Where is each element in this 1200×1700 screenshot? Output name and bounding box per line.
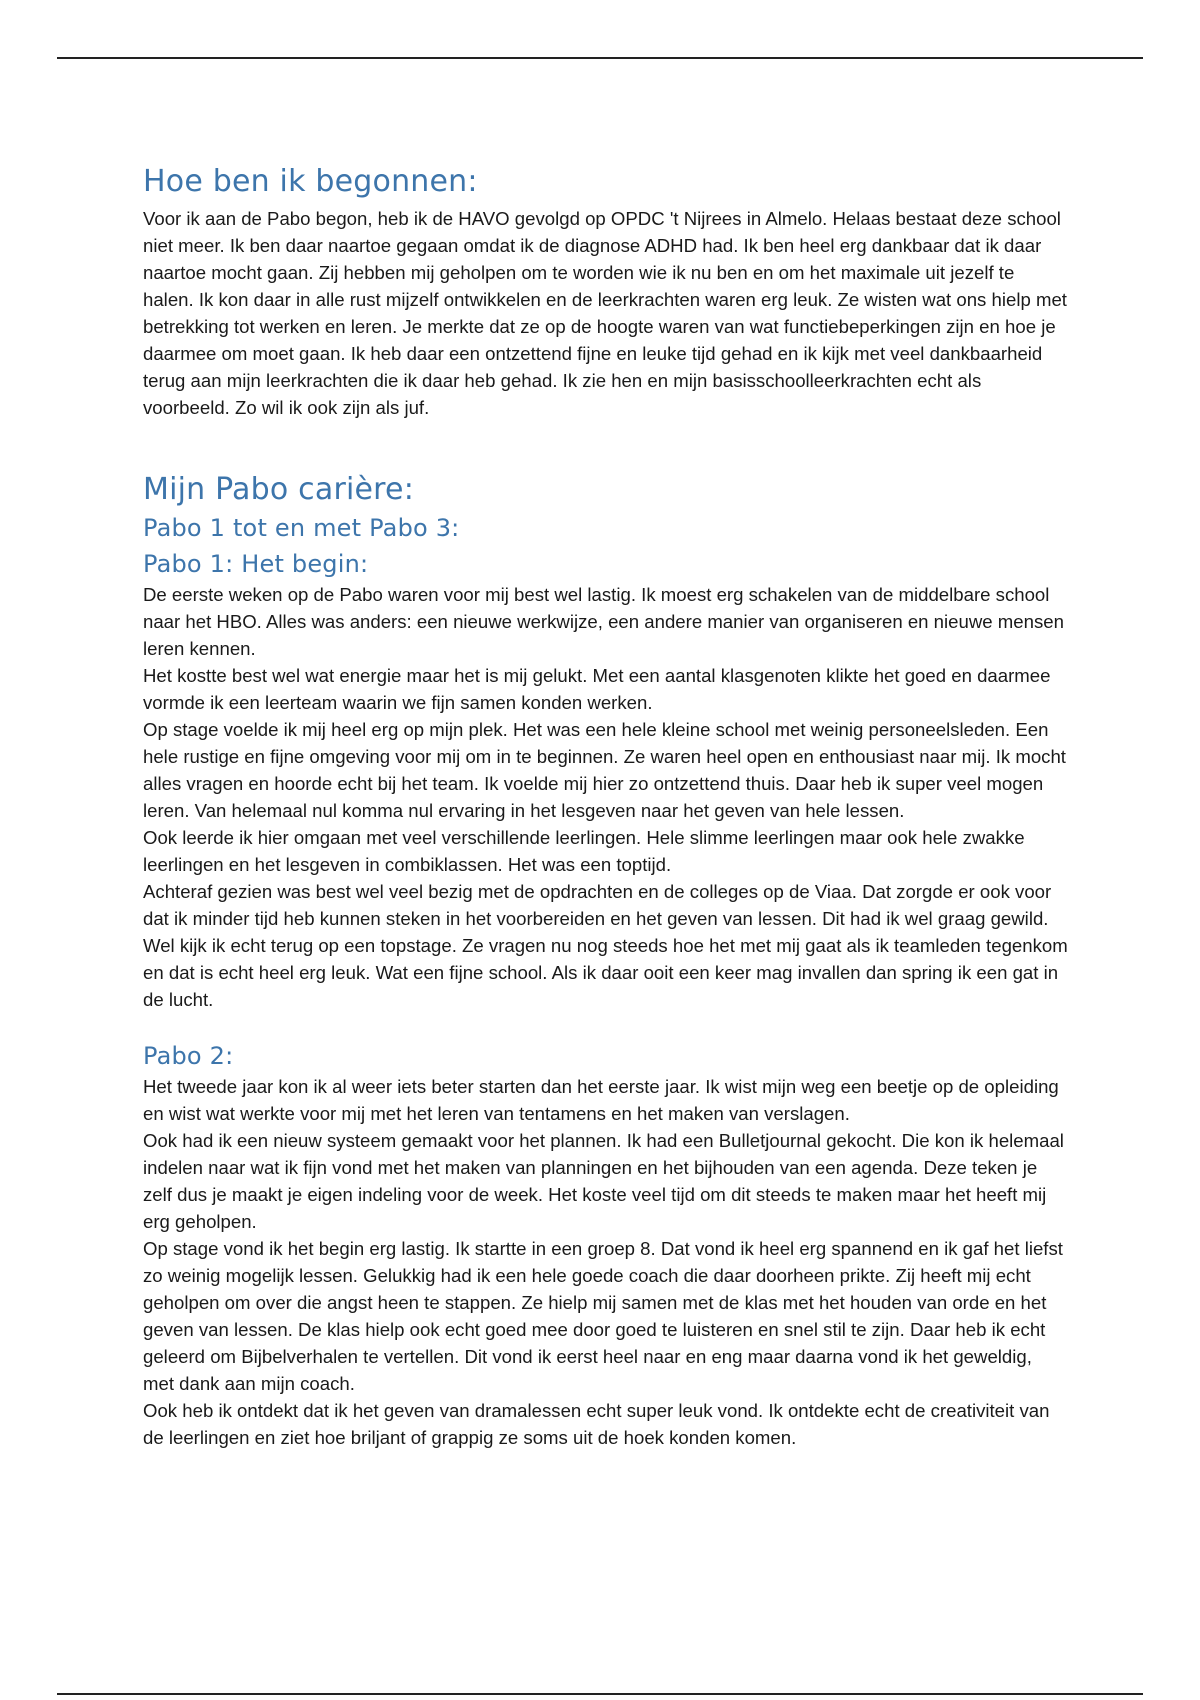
paragraph: Ook had ik een nieuw systeem gemaakt voor het plannen. Ik had een Bulletjournal gekocht. Die kon ik helemaal indelen naar wat ik fijn vond met het maken van planningen en het bijhouden van een agenda. Deze teken je zelf dus je maakt je eigen indeling voor de week. Het koste veel tijd om dit steeds te maken maar het heeft mij erg geholpen. — [143, 1130, 1064, 1232]
paragraph: Voor ik aan de Pabo begon, heb ik de HAVO gevolgd op OPDC 't Nijrees in Almelo. Helaas bestaat deze school niet meer. Ik ben daar naartoe gegaan omdat ik de diagnose ADHD had. Ik ben heel erg dankbaar dat ik daar naartoe mocht gaan. Zij hebben mij geholpen om te worden wie ik nu ben en om het maximale uit jezelf te halen. Ik kon daar in alle rust mijzelf ontwikkelen en de leerkrachten waren erg leuk. Ze wisten wat ons hielp met betrekking tot werken en leren. Je merkte dat ze op de hoogte waren van wat functiebeperkingen zijn en hoe je daarmee om moet gaan. Ik heb daar een ontzettend fijne en leuke tijd gehad en ik kijk met veel dankbaarheid terug aan mijn leerkrachten die ik daar heb gehad. Ik zie hen en mijn basisschoolleerkrachten echt als voorbeeld. Zo wil ik ook zijn als juf. — [143, 208, 1067, 418]
spacer — [143, 1013, 1068, 1041]
heading-mijn-pabo-carriere: Mijn Pabo carière: — [143, 472, 415, 507]
paragraph: Wel kijk ik echt terug op een topstage. Ze vragen nu nog steeds hoe het met mij gaat als ik teamleden tegenkom en dat is echt heel erg leuk. Wat een fijne school. Als ik daar ooit een keer mag invallen dan spring ik een gat in de lucht. — [143, 935, 1068, 1010]
subheading-pabo-1: Pabo 1: Het begin: — [143, 550, 369, 578]
document-body — [143, 163, 1068, 1451]
subheading-pabo-2: Pabo 2: — [143, 1042, 234, 1070]
paragraph: Ook heb ik ontdekt dat ik het geven van dramalessen echt super leuk vond. Ik ontdekte echt de creativiteit van de leerlingen en ziet hoe briljant of grappig ze soms uit de hoek konden komen. — [143, 1400, 1050, 1448]
spacer — [143, 421, 1068, 471]
paragraph: Het kostte best wel wat energie maar het is mij gelukt. Met een aantal klasgenoten klikte het goed en daarmee vormde ik een leerteam waarin we fijn samen konden werken. — [143, 665, 1051, 713]
footer-rule — [57, 1693, 1143, 1695]
subheading-pabo-1-tot-3: Pabo 1 tot en met Pabo 3: — [143, 514, 460, 542]
heading-hoe-ben-ik-begonnen: Hoe ben ik begonnen: — [143, 164, 478, 199]
paragraph: Het tweede jaar kon ik al weer iets beter starten dan het eerste jaar. Ik wist mijn weg een beetje op de opleiding en wist wat werkte voor mij met het leren van tentamens en het maken van verslagen. — [143, 1076, 1059, 1124]
paragraph: Ook leerde ik hier omgaan met veel verschillende leerlingen. Hele slimme leerlingen maar ook hele zwakke leerlingen en het lesgeven in combiklassen. Het was een toptijd. — [143, 827, 1025, 875]
paragraph: Op stage vond ik het begin erg lastig. Ik startte in een groep 8. Dat vond ik heel erg spannend en ik gaf het liefst zo weinig mogelijk lessen. Gelukkig had ik een hele goede coach die daar doorheen prikte. Zij heeft mij echt geholpen om over die angst heen te stappen. Ze hielp mij samen met de klas met het houden van orde en het geven van lessen. De klas hielp ook echt goed mee door goed te luisteren en snel stil te zijn. Daar heb ik echt geleerd om Bijbelverhalen te vertellen. Dit vond ik eerst heel naar en eng maar daarna vond ik het geweldig, met dank aan mijn coach. — [143, 1238, 1063, 1394]
paragraph: Achteraf gezien was best wel veel bezig met de opdrachten en de colleges op de Viaa. Dat zorgde er ook voor dat ik minder tijd heb kunnen steken in het voorbereiden en het geven van lessen. Dit had ik wel graag gewild. — [143, 881, 1052, 929]
paragraph: Op stage voelde ik mij heel erg op mijn plek. Het was een hele kleine school met weinig personeelsleden. Een hele rustige en fijne omgeving voor mij om in te beginnen. Ze waren heel open en enthousiast naar mij. Ik mocht alles vragen en hoorde echt bij het team. Ik voelde mij hier zo ontzettend thuis. Daar heb ik super veel mogen leren. Van helemaal nul komma nul ervaring in het lesgeven naar het geven van hele lessen. — [143, 719, 1066, 821]
paragraph: De eerste weken op de Pabo waren voor mij best wel lastig. Ik moest erg schakelen van de middelbare school naar het HBO. Alles was anders: een nieuwe werkwijze, een andere manier van organiseren en nieuwe mensen leren kennen. — [143, 584, 1064, 659]
header-rule — [57, 57, 1143, 59]
